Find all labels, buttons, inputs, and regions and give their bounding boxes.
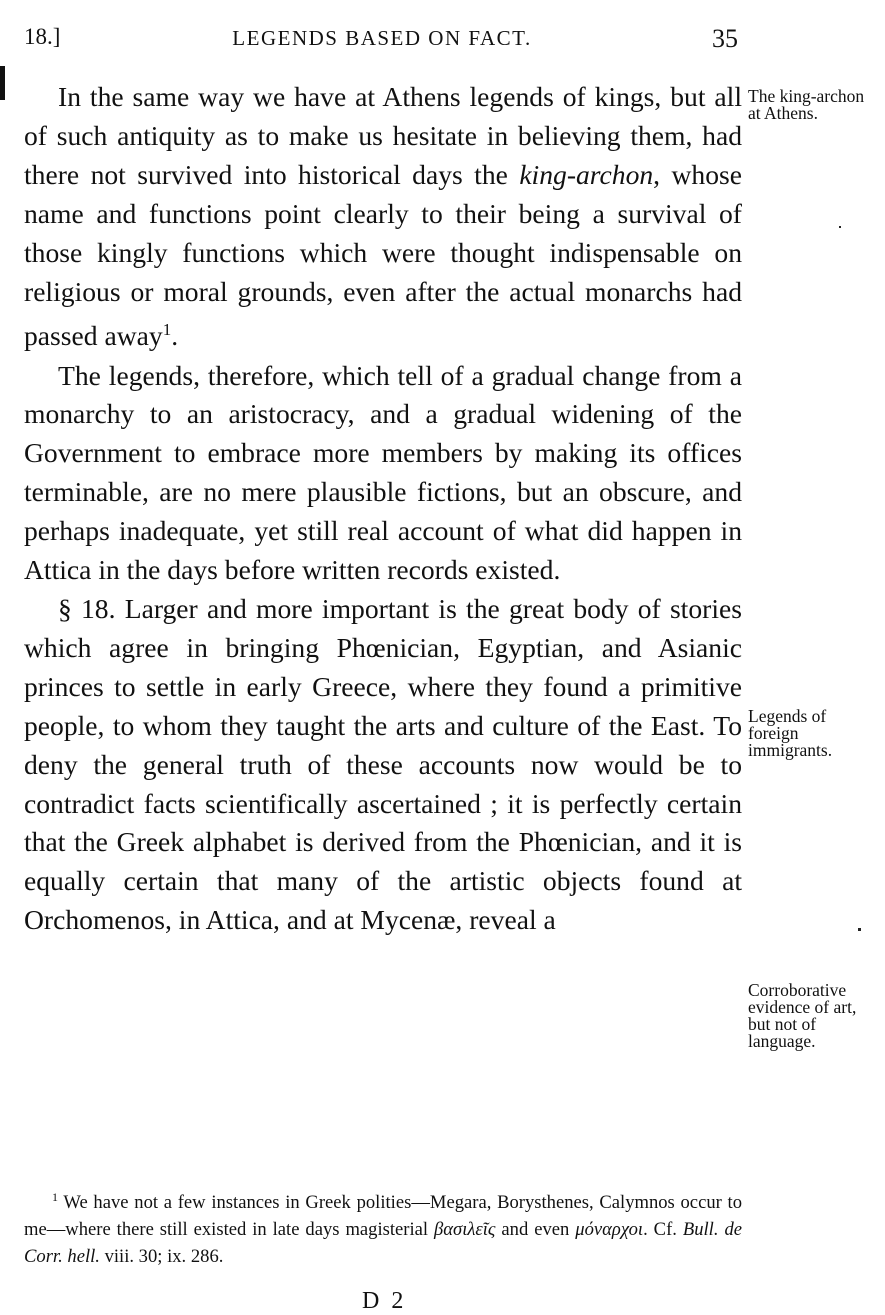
margin-note-king-archon: The king-archon at Athens.: [748, 86, 865, 123]
speck-mark: [858, 928, 861, 931]
p1-text-a: In the same way we have at Athens legends of kings, but all of such antiquity as to make us hesitate in believing them, had there not survived into historical days the: [24, 81, 742, 190]
footnote-text-b: and even: [495, 1219, 576, 1241]
footnotes: [24, 1184, 742, 1270]
p1-text-end: .: [171, 320, 179, 352]
footnote-text-a: We have not a few instances in Greek polities—Megara, Borysthenes, Calymnos occur to me—where there still existed in late days magisterial: [24, 1192, 742, 1241]
footnote-journal: Bull. de Corr. hell.: [24, 1219, 742, 1268]
speck-mark: [839, 226, 841, 228]
p1-emphasis: king-archon: [519, 158, 654, 190]
section-number: 18.]: [24, 24, 61, 49]
paragraph-3: § 18. Larger and more important is the great body of stories which agree in bringing Phœnician, Egyptian, and Asianic princes to settle in early Greece, where they found a primitive people, to whom they taught the arts and culture of the East. To deny the general truth of these accounts now would be to contradict facts scientifically ascertained ; it is perfectly certain that the Greek alphabet is derived from the Phœnician, and it is equally certain that many of the artistic objects found at Orchomenos, in Attica, and at Mycenæ, reveal a: [24, 592, 742, 936]
footnote-greek-2: μόναρχοι: [575, 1219, 644, 1241]
paragraph-2: The legends, therefore, which tell of a gradual change from a monarchy to an aristocracy, and a gradual widening of the Government to embrace more members by making its offices terminable, are no mere plausible fictions, but an obscure, and perhaps inadequate, yet still real account of what did happen in Attica in the days before written records existed.: [24, 359, 742, 586]
ink-smudge: [0, 66, 5, 100]
margin-note-corroborative-evidence: Corroborative evidence of art, but not of language.: [748, 980, 857, 1051]
margin-note-foreign-immigrants: Legends of foreign immigrants.: [748, 706, 833, 760]
footnote-greek-1: βασιλεῖς: [434, 1219, 496, 1241]
running-title: LEGENDS BASED ON FACT.: [232, 26, 532, 50]
footnote-1: [24, 1184, 742, 1270]
p1-text-b: , whose name and functions point clearly to their being a survival of those kingly functions which were thought indispensable on religious or moral grounds, even after the actual monarchs had passed away: [24, 158, 743, 352]
footnote-text-c: . Cf.: [643, 1219, 683, 1241]
printer-signature: D 2: [362, 1288, 407, 1314]
footnote-text-d: viii. 30; ix. 286.: [99, 1246, 224, 1268]
footnote-reference: 1: [162, 320, 172, 340]
main-text: [24, 78, 742, 940]
footnote-marker: 1: [52, 1190, 58, 1204]
paragraph-1: [24, 78, 742, 357]
page-number: 35: [712, 24, 738, 53]
running-header: [24, 22, 740, 56]
